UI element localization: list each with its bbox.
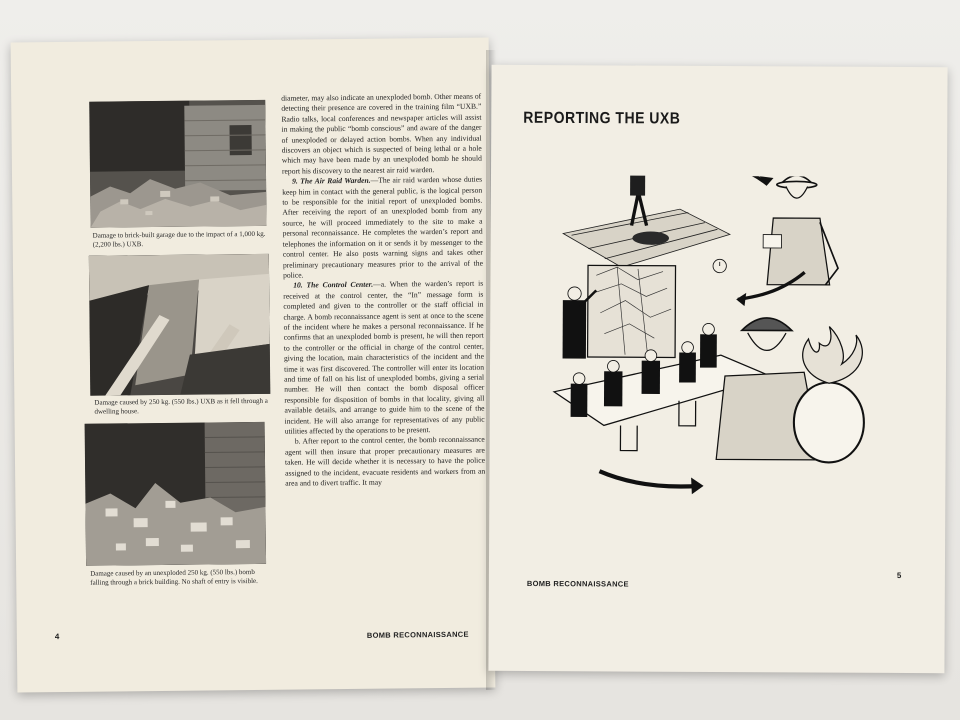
arrow-to-warden	[668, 175, 768, 185]
page-number-left: 4	[54, 632, 60, 642]
bomb-disposal-officer-scene	[716, 318, 864, 463]
section-9-title: 9. The Air Raid Warden.	[292, 176, 371, 186]
flame-icon	[803, 326, 863, 383]
photo-brick-building-damage	[85, 422, 266, 566]
garage-damage-image	[89, 100, 266, 228]
section-10-title: 10. The Control Center.	[293, 280, 374, 290]
intro-paragraph: diameter, may also indicate an unexploded bomb. Other means of detecting their presence are covered in the training film “UXB.” Radio talks, local conferences and newspaper articles will assist in making the public “bomb conscious” and aware of the danger of unexploded or delayed action bombs. When any individual discovers an object which is suspected of being lethal or a hole which may have been made by an unexploded bomb he should report his discovery to the nearest air raid warden.	[281, 91, 482, 176]
caption-3: Damage caused by an unexploded 250 kg. (550 lbs.) bomb falling through a brick building. No shaft of entry is visible.	[90, 567, 258, 587]
section-9-paragraph	[282, 175, 483, 281]
grenade-badge-icon	[794, 382, 864, 462]
reporting-process-illustration	[519, 175, 931, 577]
left-page	[11, 38, 496, 693]
air-raid-warden-figure	[763, 175, 839, 285]
footer-right: BOMB RECONNAISSANCE	[526, 579, 629, 589]
page-number-right: 5	[896, 570, 902, 580]
body-text-column	[281, 92, 485, 490]
dwelling-damage-image	[89, 254, 270, 396]
arrow-to-bomb-disposal	[599, 471, 699, 486]
caption-2: Damage caused by 250 kg. (550 lbs.) UXB as it fell through a dwelling house.	[94, 396, 268, 416]
right-page	[488, 65, 947, 673]
footer-left: BOMB RECONNAISSANCE	[366, 629, 469, 640]
section-10-paragraph	[283, 279, 485, 437]
section-9-body: —The air raid warden whose duties keep him in contact with the general public, is the logical person to be responsible for the initial report of unexploded bombs. After receiving the report of an unexploded bomb from any source, he will proceed immediately to the site to make a personal reconnaissance. He completes the warden’s report and telephones the information on it or sends it by messenger to the control center. He also posts warning signs and takes other preliminary precautionary measures prior to the arrival of the police.	[282, 174, 483, 280]
civilian-discovering-bomb-scene	[563, 175, 730, 268]
section-10-paragraph-b: b. After report to the control center, the bomb reconnaissance agent will then insure that proper precautionary measures are taken. He will decide whether it is necessary to have the police assigned to the incident, evacuate residents and workers from an area and to divert traffic. It may	[284, 434, 486, 488]
photo-dwelling-damage	[89, 254, 270, 396]
page-title: REPORTING THE UXB	[523, 107, 681, 127]
caption-1: Damage to brick-built garage due to the impact of a 1,000 kg. (2,200 lbs.) UXB.	[92, 229, 266, 249]
section-10-body-a: —a. When the warden’s report is received at the control center, the “In” message form is completed and given to the controller or the staff official in charge. A bomb reconnaissance agent is sent at once to the scene of the incident where he makes a personal reconnaissance. If he confirms that an unexploded bomb is present, he will then report to the controller or the official in charge of the control center, giving the location, main characteristics of the incident and the time it was first discovered. The controller will enter its location and time of fall on his list of unexploded bombs, giving a serial number. He will then contact the bomb disposal officer responsible for disposition of bombs in that locality, giving all available details, and arrange to guide him to the scene of the incident. He will also arrange for representatives of any public utilities affected by the operations to be present.	[283, 278, 485, 436]
brick-building-damage-image	[85, 422, 266, 566]
photo-garage-damage	[89, 100, 266, 228]
